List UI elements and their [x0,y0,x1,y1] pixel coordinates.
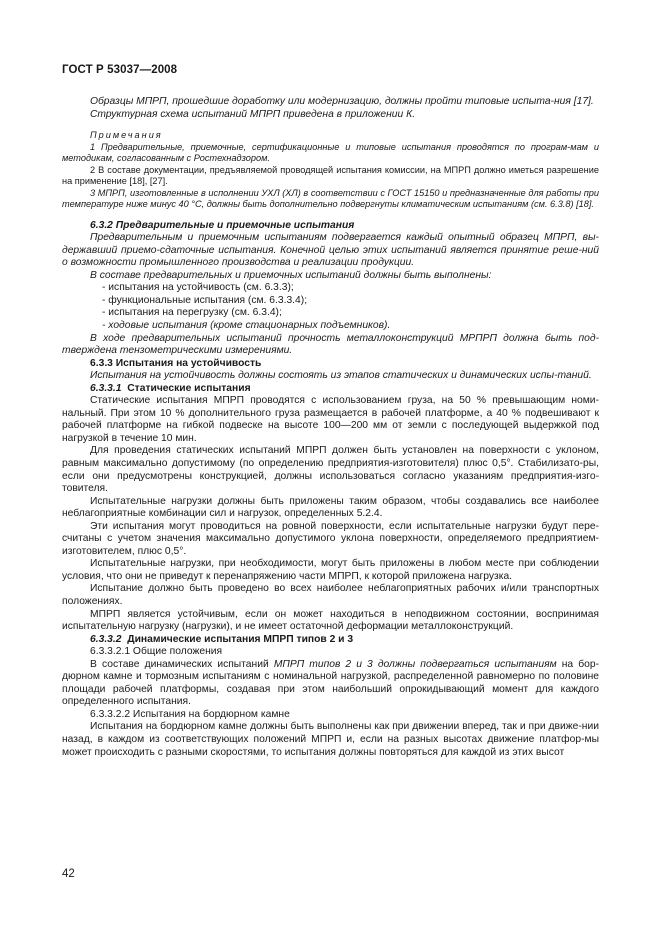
paragraph: Статические испытания МПРП проводятся с использованием груза, на 50 % превышающим номи-нальный. При этом 10 % дополнительного груза размещается в рабочей платформе, а 40 % подвешивают к рабочей платформе на гибкой подвеске на высоте 100—200 мм от земли с последующей выдержкой под нагрузкой в течение 10 мин. [62,395,599,444]
paragraph: Испытательные нагрузки, при необходимости, могут быть приложены в любом месте при соблюдении условия, что они не приведут к перенапряжению части МПРП, к которой приложена нагрузка. [62,558,599,582]
paragraph: В составе предварительных и приемочных испытаний должны быть выполнены: [90,269,492,281]
paragraph: Испытательные нагрузки должны быть приложены таким образом, чтобы создавались все наиболее неблагоприятные комбинации сил и нагрузок, определенных 5.2.4. [62,495,599,520]
page-content [62,96,599,759]
section-heading-6-3-2: 6.3.2 Предварительные и приемочные испытания [90,219,355,231]
paragraph: В составе динамических испытаний МПРП типов 2 и 3 должны подвергаться испытаниям на бор-дюрном камне и тормозным испытаниям с номинальной нагрузкой, распределенной равномерно по половине площади рабочей платформы, создавая при этом наибольший опрокидывающий момент для каждого определенного испытания. [62,658,600,708]
paragraph: Испытания на бордюрном камне должны быть выполнены как при движении вперед, так и при движе-нии назад, в каждом из соответствующих положений МПРП и, если на разных высотах движение платфор-мы может происходить с разными скоростями, то испытания должны повторяться для каждой из этих высот [62,721,599,758]
list-item: - функциональные испытания (см. 6.3.3.4); [102,294,308,306]
section-heading-6-3-3-2 [62,634,599,647]
subsection-heading-6-3-3-2-1: 6.3.3.2.1 Общие положения [90,646,223,658]
page-number: 42 [62,868,75,880]
test-list [62,282,599,332]
document-number: ГОСТ Р 53037—2008 [62,64,178,76]
paragraph: МПРП является устойчивым, если он может находиться в неподвижном состоянии, воспринимая испытательную нагрузку (нагрузки), и не имеет остаточной деформации металлоконструкций. [62,608,599,633]
paragraph: Предварительным и приемочным испытаниям подвергается каждый опытный образец МПРП, вы-державший приемо-сдаточные испытания. Конечной целью этих испытаний является принятие реше-ний о возможности промышленного производства и реализации продукции. [62,232,599,269]
notes-block [62,130,599,211]
paragraph: Структурная схема испытаний МПРП приведена в приложении К. [90,108,416,120]
paragraph: Испытания на устойчивость должны состоять из этапов статических и динамических испы-таний. [90,370,592,382]
section-title: Статические испытания [127,382,251,394]
paragraph: Эти испытания могут проводиться на ровной поверхности, если испытательные нагрузки будут пере-считаны с учетом значения максимально допустимого уклона поверхности, определяемого предприятием-изготовителем, плюс 0,5°. [62,520,599,557]
notes-title: Примечания [90,130,163,141]
paragraph: Испытание должно быть проведено во всех наиболее неблагоприятных рабочих и/или транспортных положениях. [62,583,599,607]
section-number: 6.3.3.1 [90,382,122,394]
list-item: - ходовые испытания (кроме стационарных подъемников). [102,319,391,331]
list-item: - испытания на устойчивость (см. 6.3.3); [102,282,294,294]
note-1: 1 Предварительные, приемочные, сертификационные и типовые испытания проводятся по програм-мам и методикам, согласованным с Ростехнадзором. [62,141,599,164]
paragraph: Для проведения статических испытаний МПРП должен быть установлен на поверхности с уклоном, равным максимально допустимому (по определению предприятия-изготовителя) плюс 0,5°. Стабилизато-ры, если они предусмотрены конструкцией, должны использоваться согласно указаниям предприятия-изго-товителя. [62,445,599,495]
note-3: 3 МПРП, изготовленные в исполнении УХЛ (ХЛ) в соответствии с ГОСТ 15150 и предназначенные для работы при температуре ниже минус 40 °С, должны быть дополнительно подвергнуты климатическим испытаниям (см. 6.3.8) [18]. [62,187,599,210]
section-number: 6.3.3.2 [90,633,122,645]
note-2: 2 В составе документации, предъявляемой проводящей испытания комиссии, на МПРП должно иметься разрешение на применение [18], [27]. [62,164,599,187]
paragraph: Образцы МПРП, прошедшие доработку или модернизацию, должны пройти типовые испыта-ния [17]. [90,96,594,107]
subsection-heading-6-3-3-2-2: 6.3.3.2.2 Испытания на бордюрном камне [90,708,290,720]
section-title: Динамические испытания МПРП типов 2 и 3 [127,633,354,645]
paragraph: В ходе предварительных испытаний прочность металлоконструкций МРПРП должна быть под-тверждена тензометрическими измерениями. [62,332,599,357]
section-heading-6-3-3: 6.3.3 Испытания на устойчивость [90,357,262,369]
section-heading-6-3-3-1 [62,383,599,396]
list-item: - испытания на перегрузку (см. 6.3.4); [102,307,282,319]
